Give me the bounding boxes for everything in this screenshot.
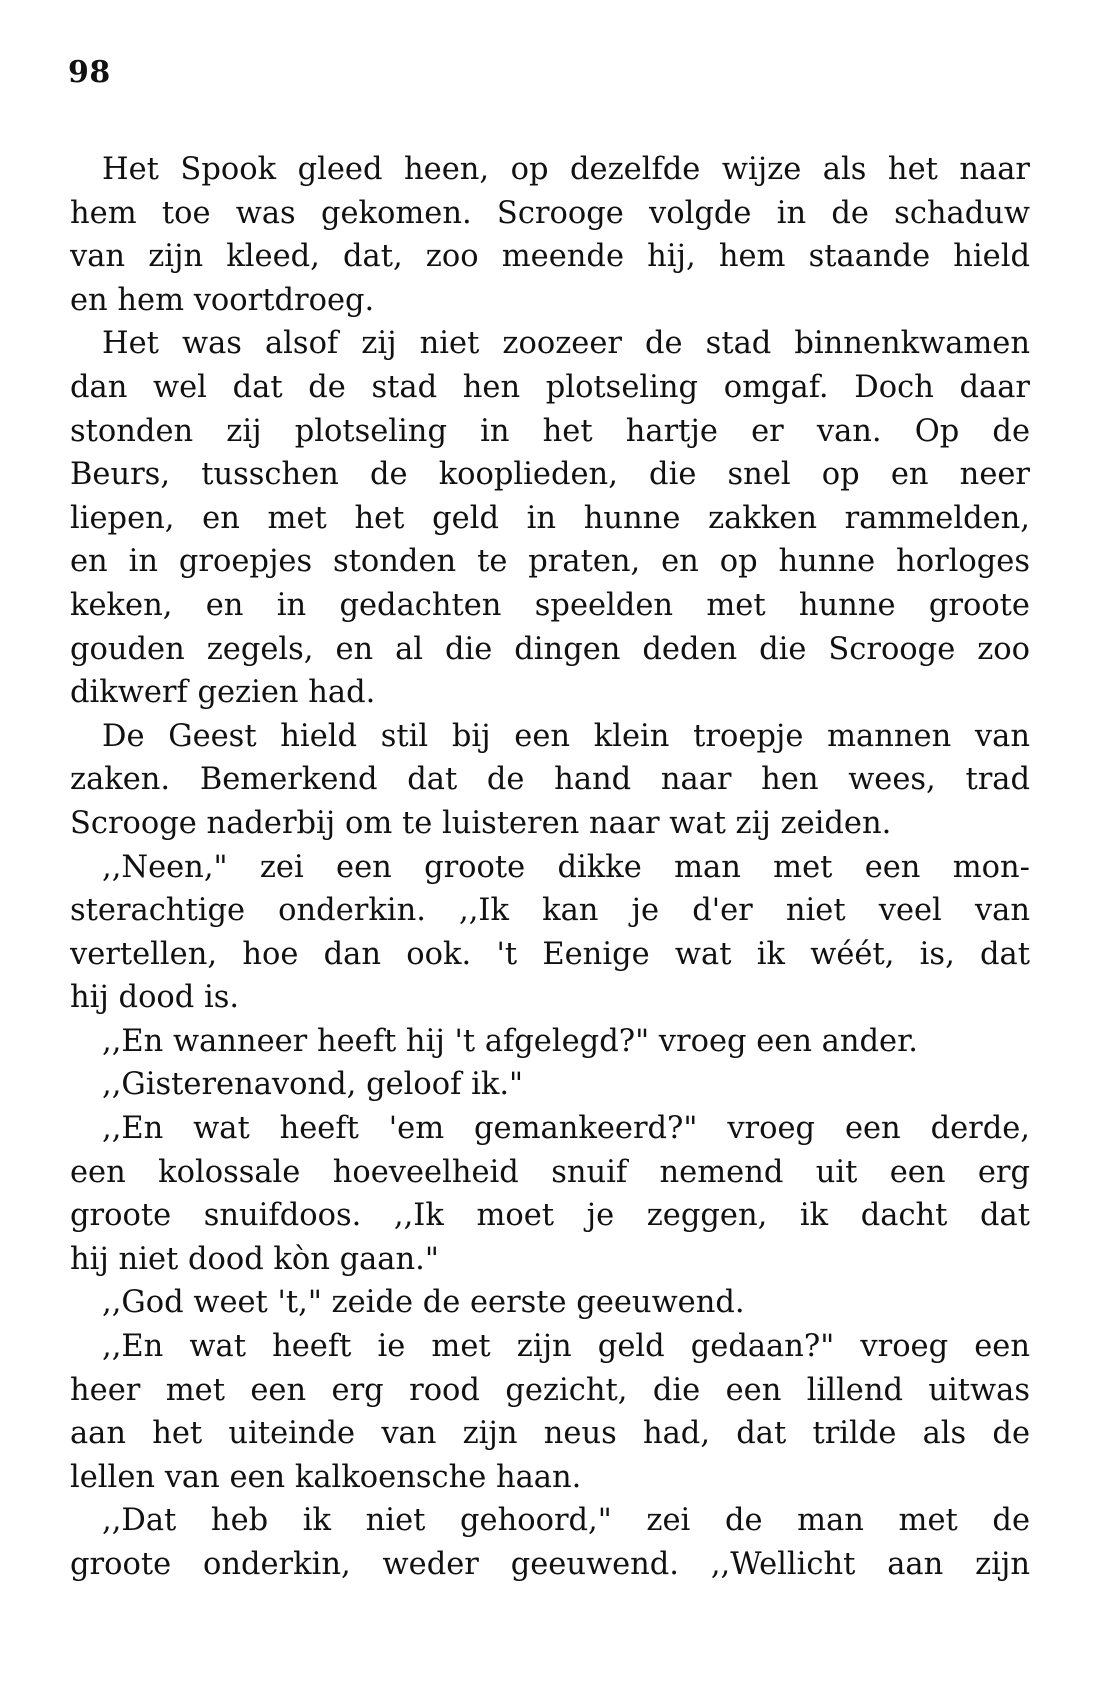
text-line: ,,Gisterenavond, geloof ik." (102, 1067, 524, 1103)
text-line: dikwerf gezien had. (70, 675, 376, 711)
text-line: stonden zij plotseling in het hartje er van. Op de (70, 413, 1030, 449)
text-line: ,,Dat heb ik niet gehoord," zei de man met de (102, 1503, 1030, 1539)
text-line: hij dood is. (70, 980, 240, 1016)
text-line: hem toe was gekomen. Scrooge volgde in de schaduw (70, 195, 1030, 231)
text-line: Scrooge naderbij om te luisteren naar wat zij zeiden. (70, 805, 892, 841)
paragraph (70, 1499, 1030, 1586)
text-line: Beurs, tusschen de kooplieden, die snel op en neer (70, 457, 1030, 493)
paragraph (70, 1020, 1030, 1064)
text-line: ,,En wat heeft 'em gemankeerd?" vroeg een derde, (102, 1111, 1030, 1147)
text-line: heer met een erg rood gezicht, die een lillend uitwas (70, 1372, 1030, 1408)
text-line: gouden zegels, en al die dingen deden die Scrooge zoo (70, 631, 1030, 667)
text-line: zaken. Bemerkend dat de hand naar hen wees, trad (70, 762, 1030, 798)
text-line: dan wel dat de stad hen plotseling omgaf. Doch daar (70, 369, 1030, 405)
text-line: aan het uiteinde van zijn neus had, dat trilde als de (70, 1416, 1030, 1452)
text-line: ,,En wat heeft ie met zijn geld gedaan?" vroeg een (102, 1329, 1030, 1365)
paragraph (70, 1281, 1030, 1325)
text-line: liepen, en met het geld in hunne zakken rammelden, (70, 500, 1030, 536)
text-line: sterachtige onderkin. ,,Ik kan je d'er niet veel van (70, 893, 1030, 929)
text-line: ,,God weet 't," zeide de eerste geeuwend. (102, 1285, 745, 1321)
paragraph (70, 1107, 1030, 1281)
text-line: keken, en in gedachten speelden met hunne groote (70, 587, 1030, 623)
paragraph (70, 322, 1030, 714)
text-line: ,,Neen," zei een groote dikke man met een mon- (102, 849, 1030, 885)
text-line: vertellen, hoe dan ook. 't Eenige wat ik wéét, is, dat (70, 936, 1030, 972)
paragraph (70, 1063, 1030, 1107)
text-line: van zijn kleed, dat, zoo meende hij, hem staande hield (70, 239, 1030, 275)
text-line: groote onderkin, weder geeuwend. ,,Wellicht aan zijn (70, 1547, 1030, 1582)
text-line: De Geest hield stil bij een klein troepje mannen van (102, 718, 1030, 754)
text-line: Het Spook gleed heen, op dezelfde wijze als het naar (102, 152, 1030, 187)
text-line: lellen van een kalkoensche haan. (70, 1459, 582, 1495)
page-number: 98 (68, 55, 111, 90)
paragraph (70, 846, 1030, 1020)
body-text (70, 148, 1030, 1587)
paragraph (70, 1325, 1030, 1499)
text-line: hij niet dood kòn gaan." (70, 1241, 439, 1277)
paragraph (70, 715, 1030, 846)
text-line: Het was alsof zij niet zoozeer de stad binnenkwamen (102, 326, 1030, 362)
text-line: ,,En wanneer heeft hij 't afgelegd?" vroeg een ander. (102, 1023, 918, 1059)
text-line: en in groepjes stonden te praten, en op hunne horloges (70, 544, 1030, 580)
text-line: een kolossale hoeveelheid snuif nemend uit een erg (70, 1154, 1030, 1190)
paragraph (70, 148, 1030, 322)
text-line: en hem voortdroeg. (70, 282, 375, 318)
text-line: groote snuifdoos. ,,Ik moet je zeggen, ik dacht dat (70, 1198, 1030, 1234)
